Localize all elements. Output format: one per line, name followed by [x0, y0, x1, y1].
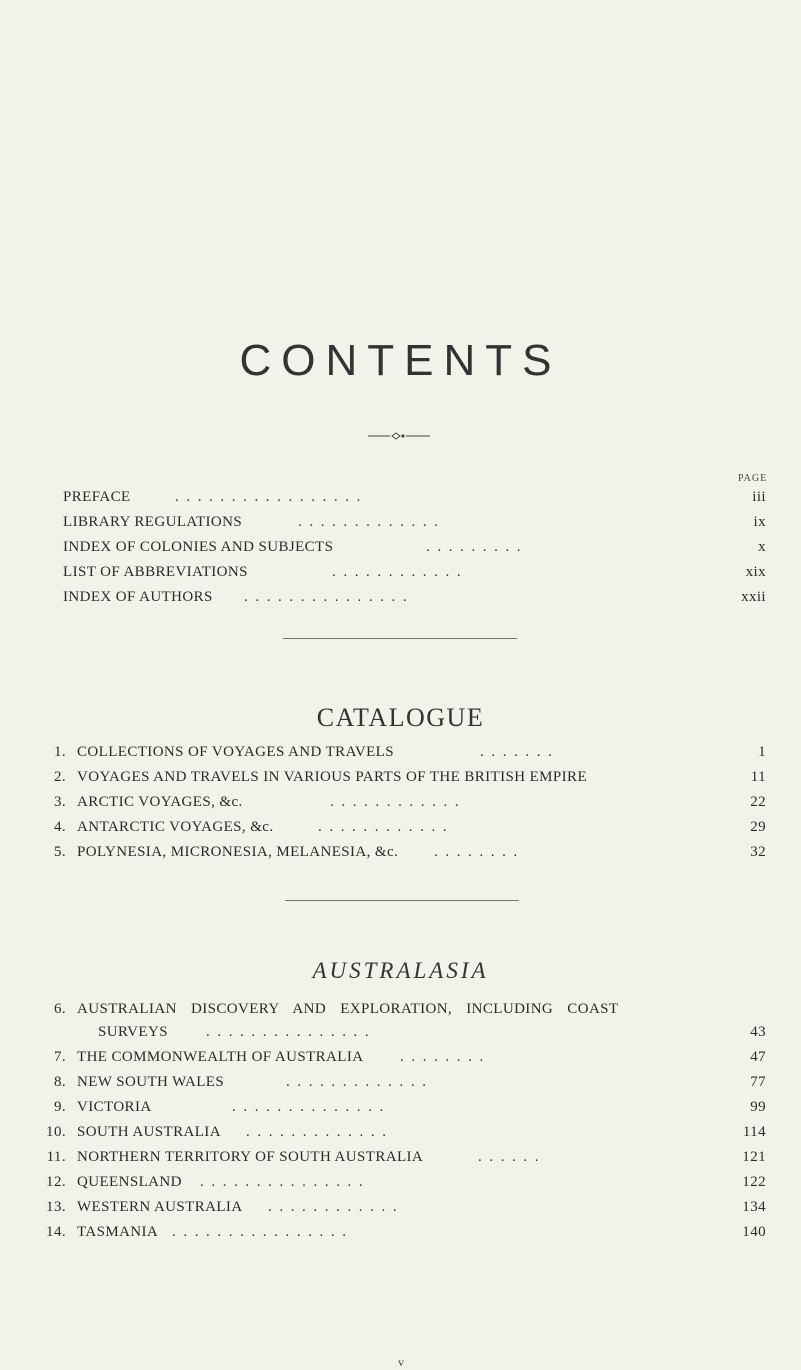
dot-leader: ........: [434, 844, 525, 860]
entry-page: 99: [750, 1099, 766, 1115]
entry-page: 22: [750, 794, 766, 810]
toc-entry: [0, 564, 801, 588]
toc-entry-page: xxii: [741, 589, 766, 605]
toc-entry: [0, 514, 801, 538]
entry-page: 121: [742, 1149, 766, 1165]
toc-entry-title: INDEX OF COLONIES AND SUBJECTS: [63, 539, 334, 555]
entry-title: ARCTIC VOYAGES, &c.: [77, 794, 243, 810]
dot-leader: ............: [268, 1199, 405, 1215]
toc-entry-title: INDEX OF AUTHORS: [63, 589, 213, 605]
section-heading-australasia: AUSTRALASIA: [312, 958, 489, 983]
page-column-heading: PAGE: [738, 473, 768, 484]
toc-entry: [0, 589, 801, 613]
entry-number: 13.: [46, 1199, 66, 1215]
catalogue-entry-continuation: [0, 1024, 801, 1048]
entry-title: THE COMMONWEALTH OF AUSTRALIA: [77, 1049, 364, 1065]
dot-leader: ..............: [232, 1099, 391, 1115]
entry-number: 1.: [53, 744, 66, 760]
entry-title: AUSTRALIAN DISCOVERY AND EXPLORATION, INCLUDING COAST: [77, 1001, 619, 1017]
catalogue-entry: [0, 1224, 801, 1248]
toc-entry: [0, 539, 801, 563]
entry-number: 2.: [53, 769, 66, 785]
entry-number: 4.: [53, 819, 66, 835]
entry-title: QUEENSLAND: [77, 1174, 182, 1190]
entry-page: 47: [750, 1049, 766, 1065]
entry-page: 114: [742, 1124, 766, 1140]
entry-title: POLYNESIA, MICRONESIA, MELANESIA, &c.: [77, 844, 399, 860]
folio-page-number: v: [398, 1355, 404, 1369]
dot-leader: ............: [332, 564, 469, 580]
toc-entry-title: LIST OF ABBREVIATIONS: [63, 564, 248, 580]
entry-page: 134: [742, 1199, 766, 1215]
toc-entry-page: xix: [745, 564, 766, 580]
catalogue-entry: [0, 1149, 801, 1173]
catalogue-entry: [0, 1199, 801, 1223]
entry-number: 12.: [46, 1174, 66, 1190]
entry-title: TASMANIA: [77, 1224, 159, 1240]
dot-leader: ................: [172, 1224, 354, 1240]
toc-entry-page: iii: [752, 489, 766, 505]
entry-title: WESTERN AUSTRALIA: [77, 1199, 243, 1215]
entry-number: 8.: [53, 1074, 66, 1090]
catalogue-entry: [0, 844, 801, 868]
entry-title: ANTARCTIC VOYAGES, &c.: [77, 819, 274, 835]
entry-title: VICTORIA: [77, 1099, 152, 1115]
section-heading-catalogue: CATALOGUE: [316, 703, 485, 732]
entry-number: 9.: [53, 1099, 66, 1115]
entry-title: VOYAGES AND TRAVELS IN VARIOUS PARTS OF THE BRITISH EMPIRE: [77, 769, 588, 785]
dot-leader: ...............: [244, 589, 415, 605]
entry-page: 43: [750, 1024, 766, 1040]
catalogue-entry: [0, 819, 801, 843]
entry-page: 77: [750, 1074, 766, 1090]
entry-number: 7.: [53, 1049, 66, 1065]
dot-leader: .................: [175, 489, 368, 505]
entry-number: 6.: [53, 1001, 66, 1017]
catalogue-entry: [0, 1001, 801, 1025]
entry-number: 14.: [46, 1224, 66, 1240]
dot-leader: ......: [478, 1149, 547, 1165]
dot-leader: ...............: [206, 1024, 377, 1040]
ornament-divider: [368, 432, 430, 440]
toc-entry-page: ix: [753, 514, 766, 530]
entry-number: 3.: [53, 794, 66, 810]
catalogue-entry: [0, 1074, 801, 1098]
dot-leader: ............: [318, 819, 455, 835]
entry-number: 10.: [46, 1124, 66, 1140]
catalogue-entry: [0, 1049, 801, 1073]
entry-page: 1: [758, 744, 766, 760]
dot-leader: .........: [426, 539, 529, 555]
section-rule: [285, 900, 519, 901]
catalogue-entry: [0, 794, 801, 818]
catalogue-entry: [0, 744, 801, 768]
catalogue-entry: [0, 1099, 801, 1123]
entry-number: 11.: [46, 1149, 66, 1165]
dot-leader: ........: [400, 1049, 491, 1065]
toc-entry-title: PREFACE: [63, 489, 131, 505]
entry-number: 5.: [53, 844, 66, 860]
toc-entry-title: LIBRARY REGULATIONS: [63, 514, 243, 530]
entry-page: 140: [742, 1224, 766, 1240]
page-title: CONTENTS: [239, 336, 562, 385]
entry-page: 32: [750, 844, 766, 860]
entry-title: NORTHERN TERRITORY OF SOUTH AUSTRALIA: [77, 1149, 424, 1165]
dot-leader: ...............: [200, 1174, 371, 1190]
entry-title-line2: SURVEYS: [98, 1024, 168, 1040]
entry-page: 29: [750, 819, 766, 835]
dot-leader: .......: [480, 744, 560, 760]
entry-title: SOUTH AUSTRALIA: [77, 1124, 221, 1140]
toc-entry-page: x: [758, 539, 766, 555]
catalogue-entry: [0, 1174, 801, 1198]
entry-page: 11: [750, 769, 766, 785]
dot-leader: .............: [286, 1074, 434, 1090]
dot-leader: .............: [246, 1124, 394, 1140]
toc-entry: [0, 489, 801, 513]
section-rule: [283, 638, 517, 639]
catalogue-entry: [0, 1124, 801, 1148]
entry-page: 122: [742, 1174, 766, 1190]
dot-leader: .............: [298, 514, 446, 530]
catalogue-entry: [0, 769, 801, 793]
entry-title: COLLECTIONS OF VOYAGES AND TRAVELS: [77, 744, 394, 760]
entry-title: NEW SOUTH WALES: [77, 1074, 225, 1090]
dot-leader: ............: [330, 794, 467, 810]
